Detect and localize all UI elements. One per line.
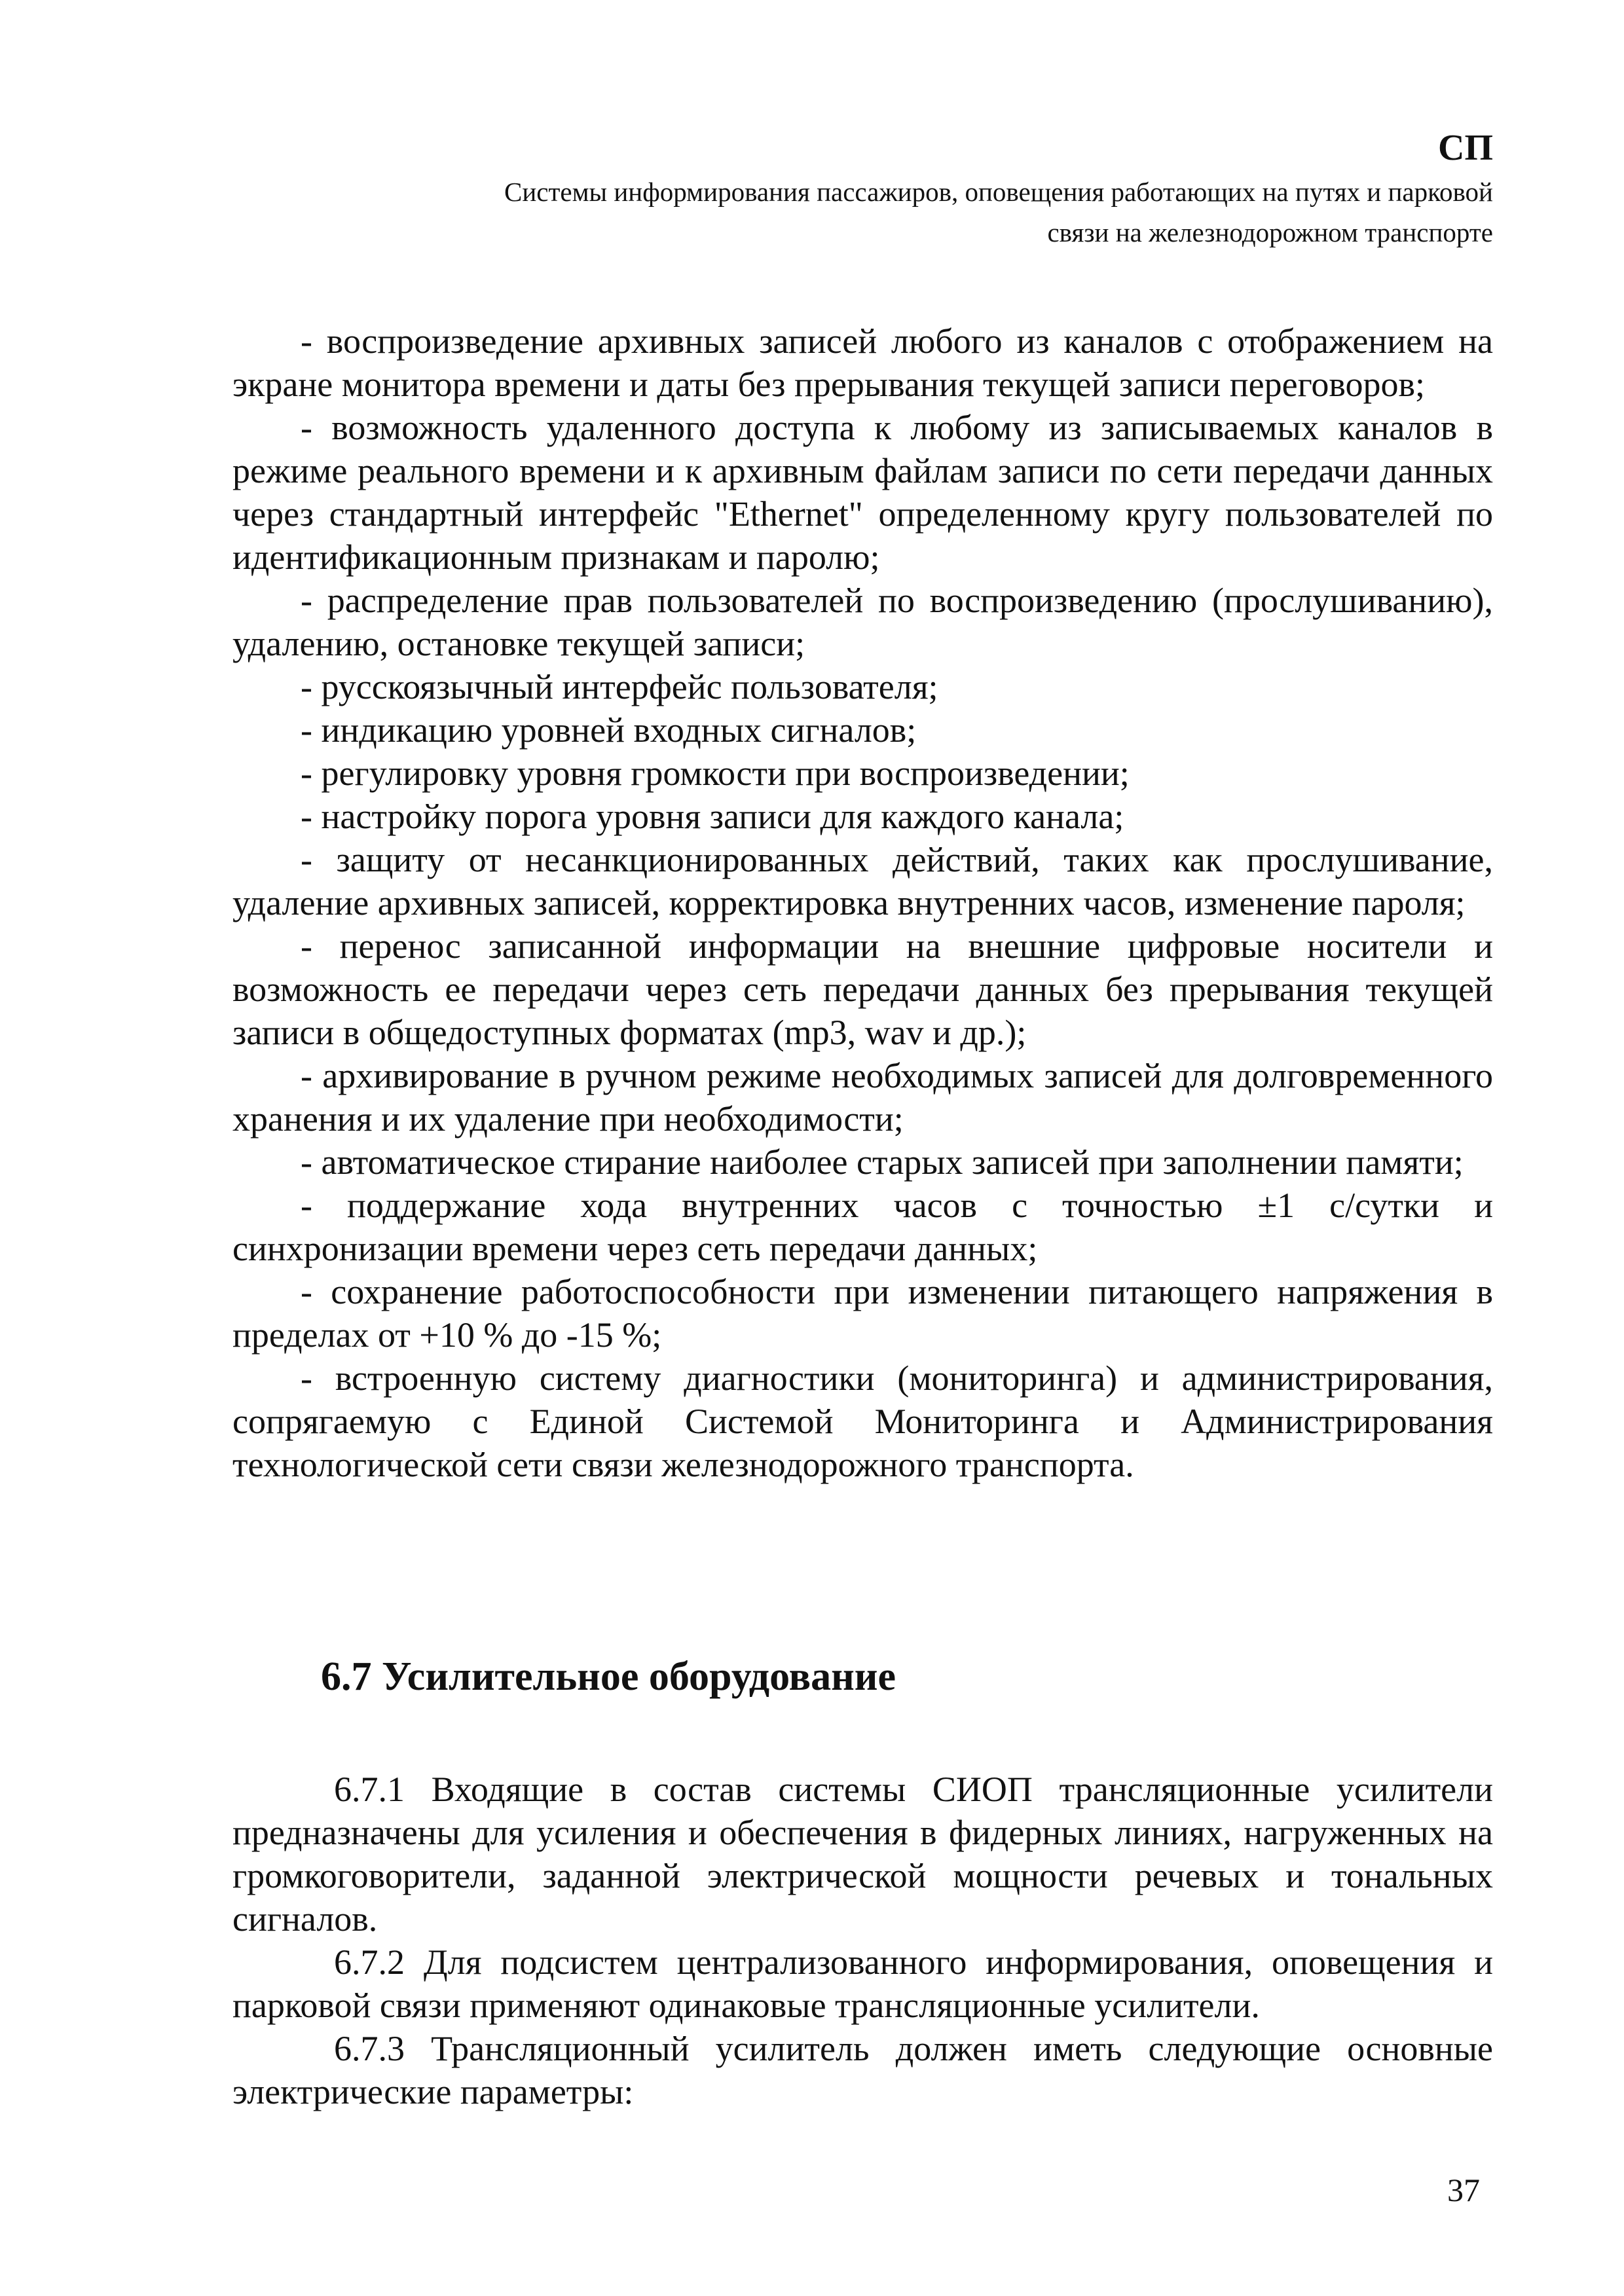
list-item: - русскоязычный интерфейс пользователя; <box>301 667 938 706</box>
list-item: - автоматическое стирание наиболее старых записей при заполнении памяти; <box>301 1142 1464 1182</box>
list-item: - индикацию уровней входных сигналов; <box>301 710 917 750</box>
list-item: - распределение прав пользователей по воспроизведению (прослушиванию), удалению, остановке текущей записи; <box>232 581 1493 663</box>
standard-code: СП <box>1438 128 1493 168</box>
section-paragraph: 6.7.2 Для подсистем централизованного информирования, оповещения и парковой связи применяют одинаковые трансляционные усилители. <box>232 1942 1493 2025</box>
list-item: - возможность удаленного доступа к любому из записываемых каналов в режиме реального времени и к архивным файлам записи по сети передачи данных через стандартный интерфейс "Ethernet" определенному кругу пользователей по идентификационным признакам и паролю; <box>232 408 1493 577</box>
list-item: - архивирование в ручном режиме необходимых записей для долговременного хранения и их удаление при необходимости; <box>232 1056 1493 1139</box>
list-item: - перенос записанной информации на внешние цифровые носители и возможность ее передачи через сеть передачи данных без прерывания текущей записи в общедоступных форматах (mp3, wav и др.); <box>232 926 1493 1052</box>
section-heading: 6.7 Усилительное оборудование <box>321 1654 896 1699</box>
section-paragraph: 6.7.3 Трансляционный усилитель должен иметь следующие основные электрические параметры: <box>232 2029 1493 2111</box>
list-item: - сохранение работоспособности при изменении питающего напряжения в пределах от +10 % до -15 %; <box>232 1272 1493 1355</box>
section-body <box>232 1768 1493 2113</box>
list-item: - регулировку уровня громкости при воспроизведении; <box>301 754 1130 793</box>
list-item: - встроенную систему диагностики (мониторинга) и администрирования, сопрягаемую с Единой Системой Мониторинга и Администрирования технологической сети связи железнодорожного транспорта. <box>232 1358 1493 1484</box>
document-running-title <box>249 172 1493 253</box>
section-paragraph: 6.7.1 Входящие в состав системы СИОП трансляционные усилители предназначены для усиления и обеспечения в фидерных линиях, нагруженных на громкоговорители, заданной электрической мощности речевых и тональных сигналов. <box>232 1770 1493 1939</box>
requirements-list <box>232 319 1493 1486</box>
running-title-line-1: Системы информирования пассажиров, оповещения работающих на путях и парковой <box>504 177 1493 207</box>
page-number: 37 <box>1447 2172 1480 2208</box>
list-item: - поддержание хода внутренних часов с точностью ±1 с/сутки и синхронизации времени через сеть передачи данных; <box>232 1186 1493 1268</box>
running-title-line-2: связи на железнодорожном транспорте <box>1047 217 1493 247</box>
list-item: - защиту от несанкционированных действий, таких как прослушивание, удаление архивных записей, корректировка внутренних часов, изменение пароля; <box>232 840 1493 922</box>
list-item: - воспроизведение архивных записей любого из каналов с отображением на экране монитора времени и даты без прерывания текущей записи переговоров; <box>232 321 1493 404</box>
list-item: - настройку порога уровня записи для каждого канала; <box>301 797 1124 836</box>
